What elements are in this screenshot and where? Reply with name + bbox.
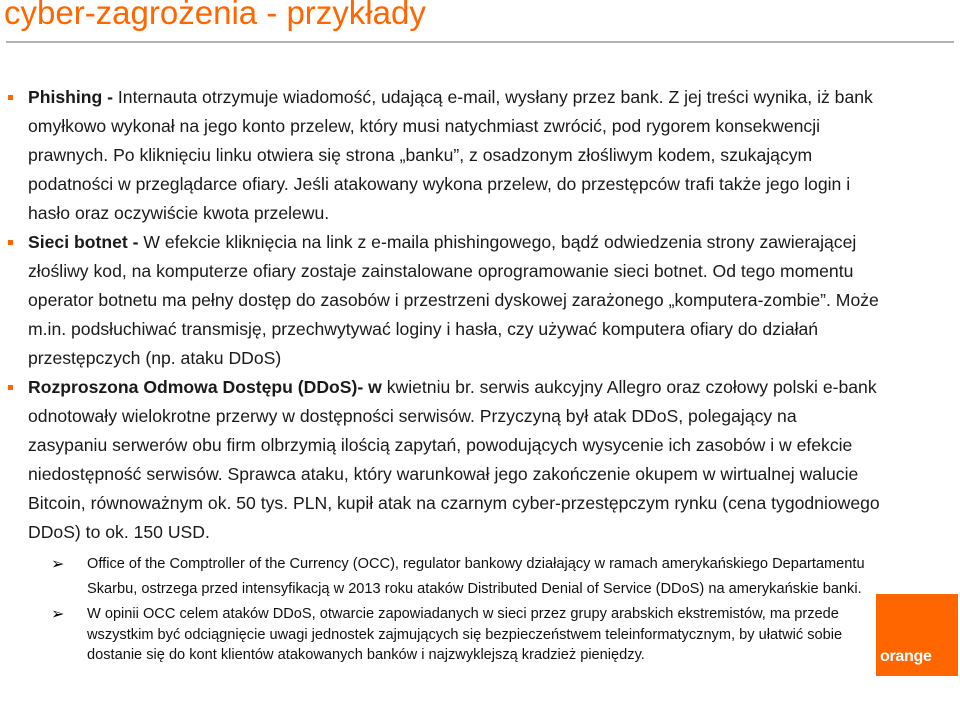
bullet-text: kwietniu br. serwis aukcyjny Allegro oraz czołowy polski e-bank odnotowały wielokrotne przerwy w dostępności serwisów. Przyczyną był atak DDoS, polegający na zasypaniu serwerów obu firm olbrzymią ilością zapytań, powodujących wysycenie ich zasobów i w efekcie niedostępność serwisów. Sprawca ataku, który warunkował jego zakończenie okupem w wirtualnej walucie Bitcoin, równoważnym ok. 50 tys. PLN, kupił atak na czarnym cyber-przestępczym rynku (cena tygodniowego DDoS) to ok. 150 USD. xyxy=(28,377,880,542)
sub-bullet-occ-opinion xyxy=(51,604,881,666)
orange-logo xyxy=(876,594,958,676)
bullet-lead: Rozproszona Odmowa Dostępu (DDoS)- w xyxy=(28,377,382,397)
sub-bullet-list xyxy=(51,552,881,666)
sub-bullet-occ-warning xyxy=(51,552,881,601)
arrow-bullet-icon: ➢ xyxy=(51,604,65,623)
bullet-lead: Sieci botnet - xyxy=(28,232,139,252)
bullet-list xyxy=(8,83,880,547)
sub-bullet-text: Office of the Comptroller of the Currency (OCC), regulator bankowy działający w ramach amerykańskiego Departamentu Skarbu, ostrzega przed intensyfikacją w 2013 roku ataków Distributed Denial of Service (DDoS) na amerykańskie banki. xyxy=(87,556,865,597)
bullet-text: W efekcie kliknięcia na link z e-maila phishingowego, bądź odwiedzenia strony zawierającej złośliwy kod, na komputerze ofiary zostaje zainstalowane oprogramowanie sieci botnet. Od tego momentu operator botnetu ma pełny dostęp do zasobów i przestrzeni dyskowej zarażonego „komputera-zombie”. Może m.in. podsłuchiwać transmisję, przechwytywać loginy i hasła, czy używać komputera ofiary do działań przestępczych (np. ataku DDoS) xyxy=(28,232,879,368)
sub-bullet-text: W opinii OCC celem ataków DDoS, otwarcie zapowiadanych w sieci przez grupy arabskich ekstremistów, ma przede wszystkim być odciągnięcie uwagi jednostek zajmujących się bezpieczeństwem teleinformatycznym, by ułatwić sobie dostanie się do kont klientów atakowanych banków i najzwyklejszą kradzież pieniędzy. xyxy=(87,606,843,663)
logo-text: orange xyxy=(880,648,932,665)
bullet-lead: Phishing - xyxy=(28,87,114,107)
slide-title: cyber-zagrożenia - przykłady xyxy=(4,0,426,31)
bullet-text: Internauta otrzymuje wiadomość, udającą e-mail, wysłany przez bank. Z jej treści wynika, iż bank omyłkowo wykonał na jego konto przelew, który musi natychmiast zwrócić, pod rygorem konsekwencji prawnych. Po kliknięciu linku otwiera się strona „banku”, z osadzonym złośliwym kodem, szukającym podatności w przeglądarce ofiary. Jeśli atakowany wykona przelew, do przestępców trafi także jego login i hasło oraz oczywiście kwota przelewu. xyxy=(28,87,873,223)
title-divider xyxy=(6,41,954,43)
bullet-botnet xyxy=(8,228,880,373)
arrow-bullet-icon: ➢ xyxy=(51,554,65,573)
square-bullet-icon xyxy=(8,385,13,390)
bullet-ddos xyxy=(8,373,880,547)
bullet-phishing xyxy=(8,83,880,228)
square-bullet-icon xyxy=(8,95,13,100)
square-bullet-icon xyxy=(8,240,13,245)
